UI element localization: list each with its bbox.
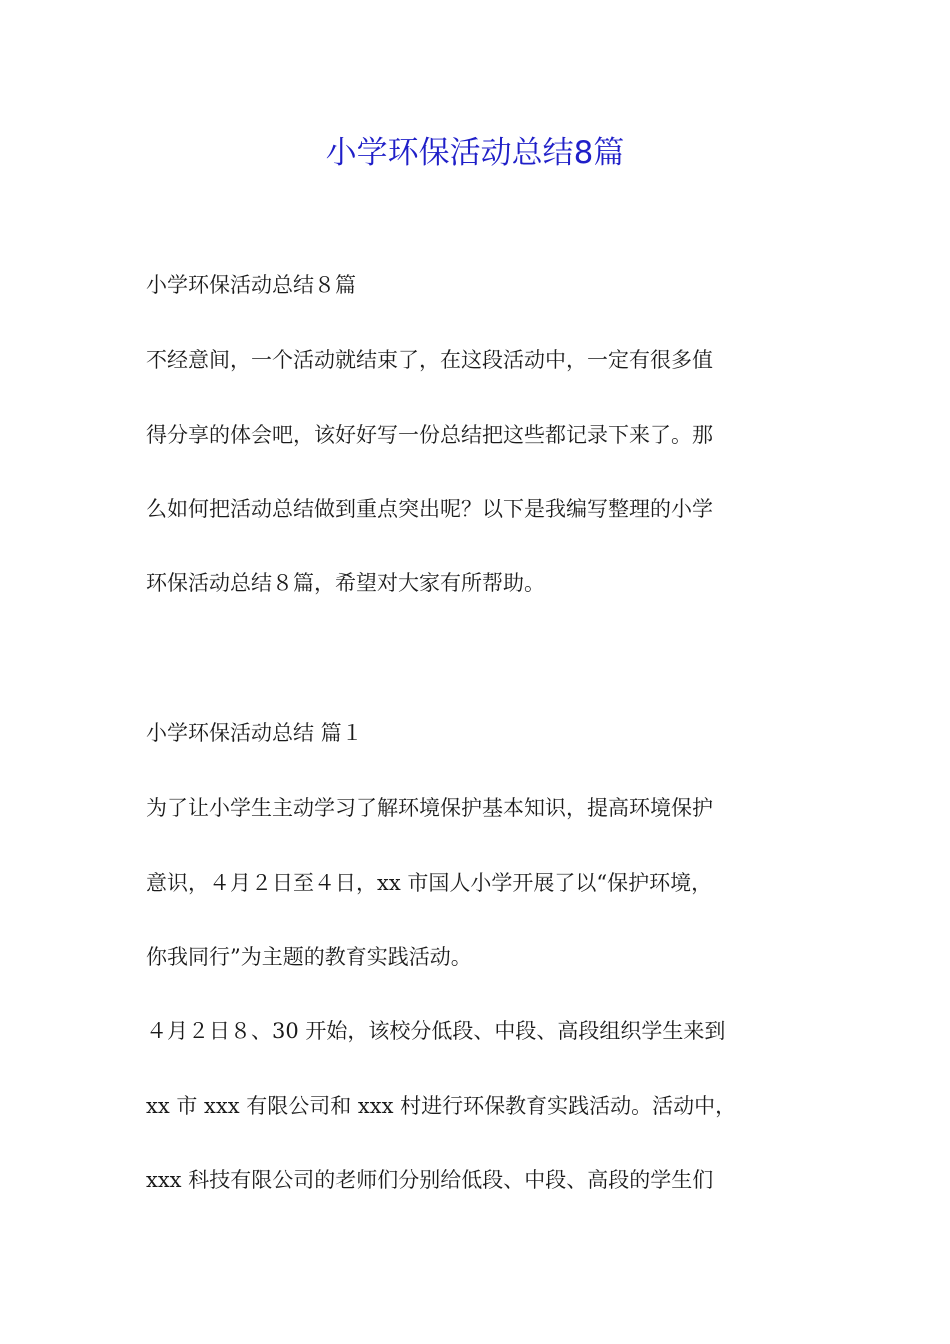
intro-line-2: 得分享的体会吧，该好好写一份总结把这些都记录下来了。那 (146, 423, 713, 447)
document-title: 小学环保活动总结8篇 (325, 135, 625, 171)
section1-para2-line-2: xx 市 xxx 有限公司和 xxx 村进行环保教育实践活动。活动中， (146, 1094, 737, 1118)
intro-line-4: 环保活动总结８篇，希望对大家有所帮助。 (146, 571, 545, 595)
section1-para1-line-3: 你我同行”为主题的教育实践活动。 (146, 945, 472, 969)
section1-para1-line-1: 为了让小学生主动学习了解环境保护基本知识，提高环境保护 (146, 796, 713, 820)
section1-para2-line-1: ４月２日８、30 开始，该校分低段、中段、高段组织学生来到 (146, 1019, 726, 1043)
section1-para1-line-2: 意识，４月２日至４日，xx 市国人小学开展了以“保护环境， (146, 871, 713, 895)
section1-heading: 小学环保活动总结 篇１ (146, 721, 363, 745)
intro-line-1: 不经意间，一个活动就结束了，在这段活动中，一定有很多值 (146, 348, 713, 372)
subtitle-line: 小学环保活动总结８篇 (146, 273, 356, 297)
section1-para2-line-3: xxx 科技有限公司的老师们分别给低段、中段、高段的学生们 (146, 1168, 714, 1192)
intro-line-3: 么如何把活动总结做到重点突出呢？以下是我编写整理的小学 (146, 497, 713, 521)
